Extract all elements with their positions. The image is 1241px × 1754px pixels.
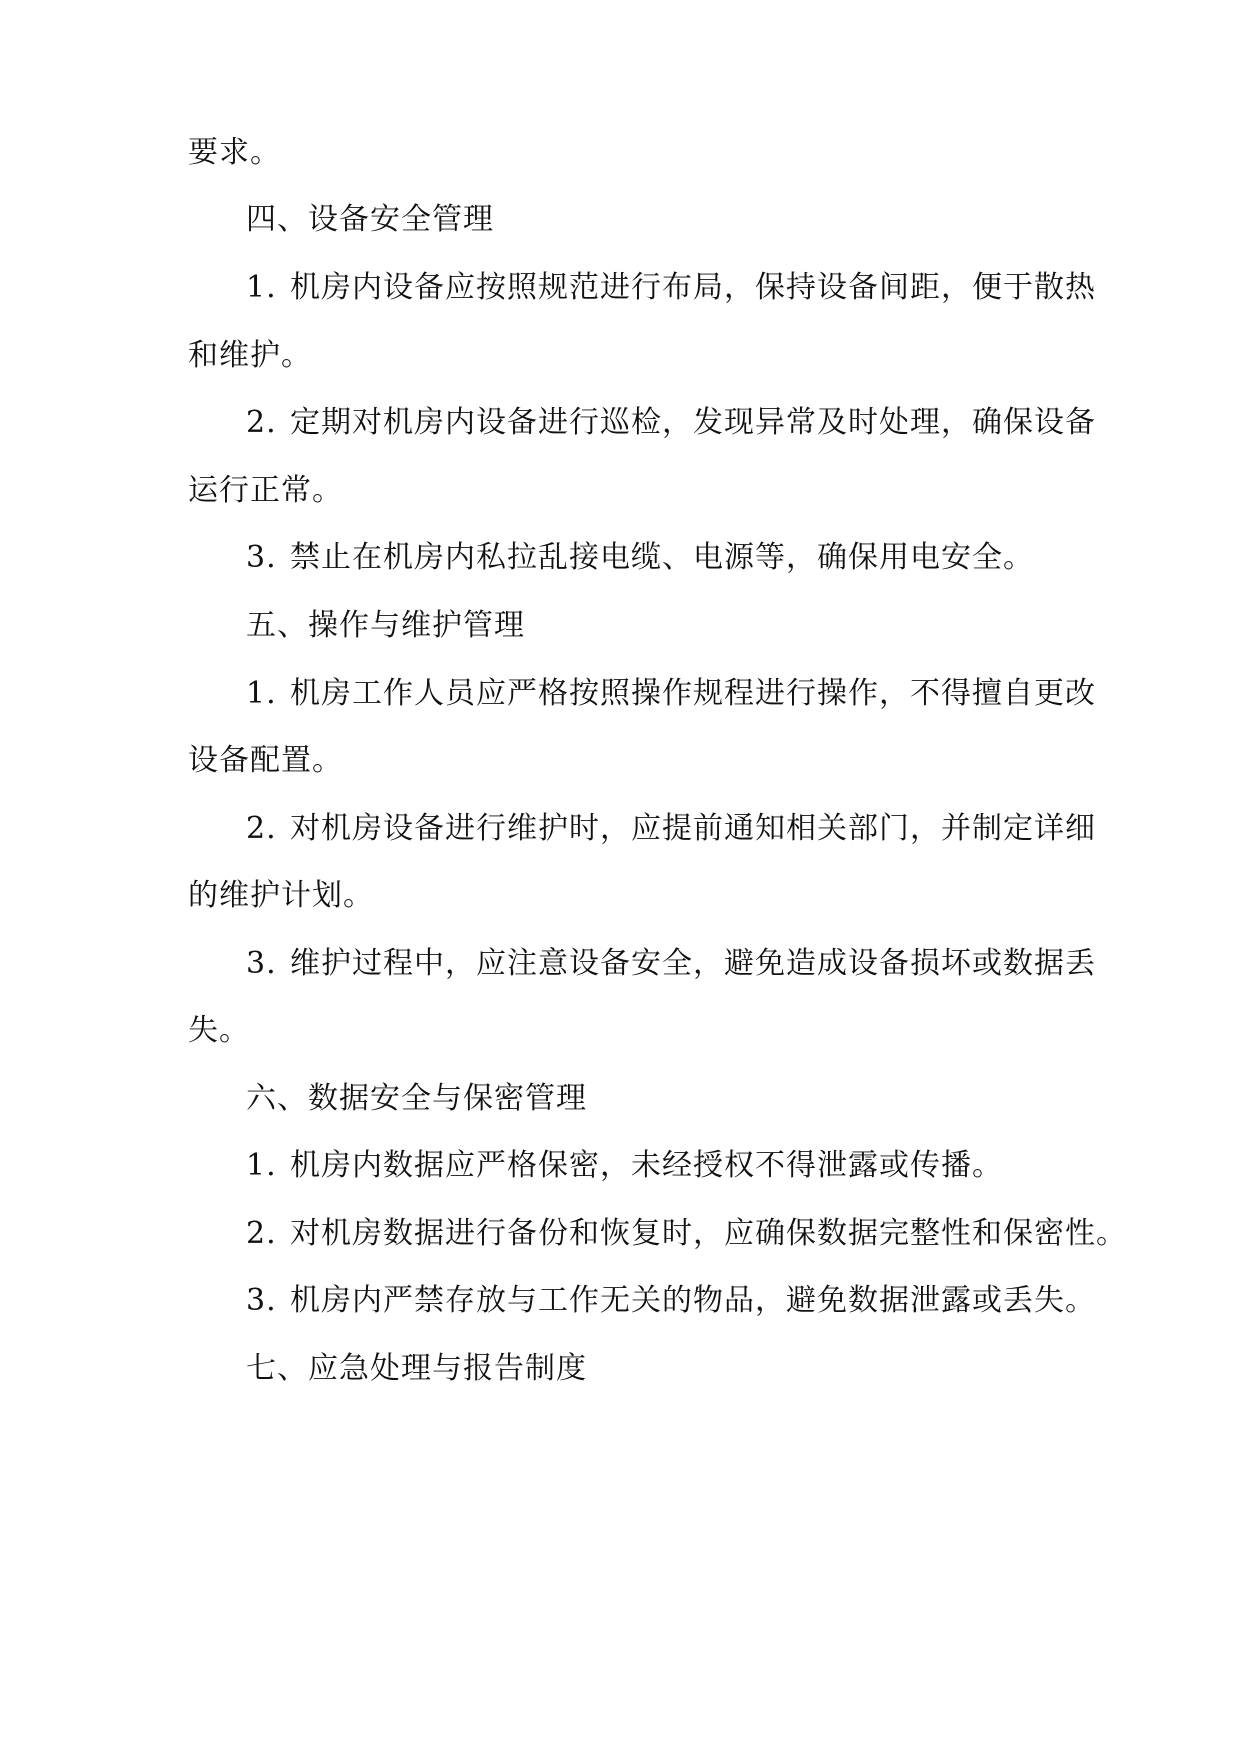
line-text: 四、设备安全管理	[246, 202, 494, 237]
line-text: 对机房数据进行备份和恢复时，应确保数据完整性和保密性。	[290, 1216, 1127, 1251]
list-item	[246, 538, 1126, 578]
paragraph-continuation	[188, 471, 1068, 511]
line-text: 要求。	[188, 135, 281, 170]
item-number: 2.	[246, 1216, 277, 1251]
line-text: 和维护。	[188, 338, 312, 373]
line-text: 五、操作与维护管理	[246, 608, 525, 643]
line-text: 对机房设备进行维护时，应提前通知相关部门，并制定详细	[290, 811, 1096, 846]
item-number: 1.	[246, 676, 277, 711]
line-text: 七、应急处理与报告制度	[246, 1351, 587, 1386]
section-heading	[246, 200, 1126, 240]
line-text: 的维护计划。	[188, 878, 374, 913]
line-text: 机房内严禁存放与工作无关的物品，避免数据泄露或丢失。	[290, 1283, 1096, 1318]
line-text: 运行正常。	[188, 473, 343, 508]
paragraph-continuation	[188, 1011, 1068, 1051]
item-number: 1.	[246, 270, 277, 305]
paragraph-continuation	[188, 336, 1068, 376]
list-item	[246, 674, 1126, 714]
list-item	[246, 809, 1126, 849]
item-number: 2.	[246, 811, 277, 846]
line-text: 禁止在机房内私拉乱接电缆、电源等，确保用电安全。	[290, 540, 1034, 575]
list-item	[246, 1146, 1126, 1186]
item-number: 2.	[246, 405, 277, 440]
item-number: 3.	[246, 540, 277, 575]
line-text: 设备配置。	[188, 743, 343, 778]
item-number: 1.	[246, 1148, 277, 1183]
section-heading	[246, 1079, 1126, 1119]
line-text: 定期对机房内设备进行巡检，发现异常及时处理，确保设备	[290, 405, 1096, 440]
line-text: 机房内数据应严格保密，未经授权不得泄露或传播。	[290, 1148, 1003, 1183]
paragraph-continuation	[188, 133, 1068, 173]
list-item	[246, 944, 1126, 984]
list-item	[246, 268, 1126, 308]
paragraph-continuation	[188, 876, 1068, 916]
item-number: 3.	[246, 946, 277, 981]
line-text: 机房工作人员应严格按照操作规程进行操作，不得擅自更改	[290, 676, 1096, 711]
list-item	[246, 403, 1126, 443]
line-text: 机房内设备应按照规范进行布局，保持设备间距，便于散热	[290, 270, 1096, 305]
paragraph-continuation	[188, 741, 1068, 781]
line-text: 失。	[188, 1013, 250, 1048]
line-text: 维护过程中，应注意设备安全，避免造成设备损坏或数据丢	[290, 946, 1096, 981]
section-heading	[246, 1349, 1126, 1389]
section-heading	[246, 606, 1126, 646]
list-item	[246, 1214, 1126, 1254]
list-item	[246, 1281, 1126, 1321]
line-text: 六、数据安全与保密管理	[246, 1081, 587, 1116]
item-number: 3.	[246, 1283, 277, 1318]
